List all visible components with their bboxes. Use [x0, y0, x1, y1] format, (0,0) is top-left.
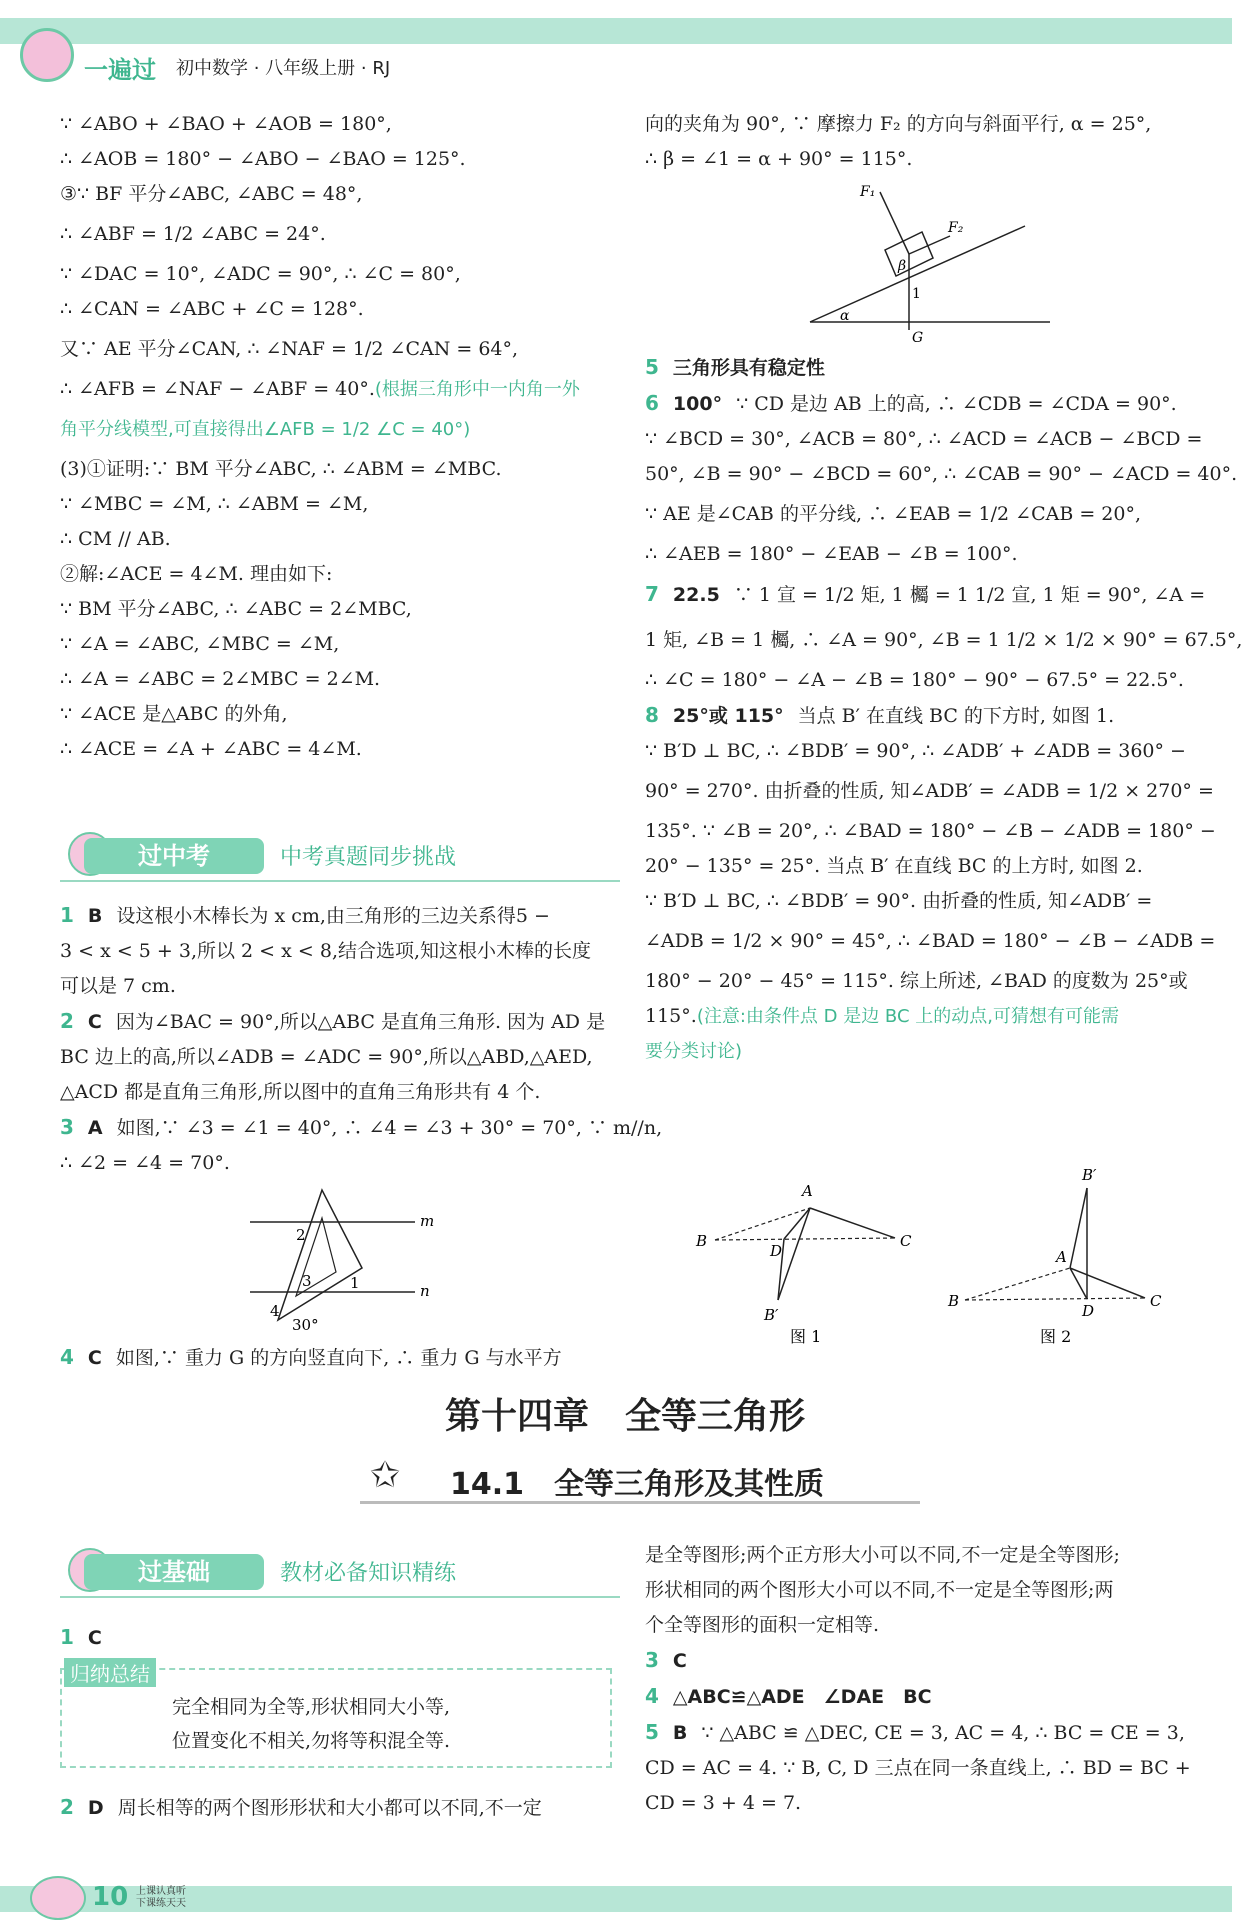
page-number: 10 [92, 1882, 129, 1912]
answer-line: 20° − 135° = 25°. 当点 B′ 在直线 BC 的上方时, 如图 2. [645, 855, 1143, 877]
answer-choice: D [87, 1797, 104, 1819]
question-number: 3 [645, 1648, 659, 1672]
text-line: ∴ ∠CAN = ∠ABC + ∠C = 128°. [60, 298, 364, 320]
text-line [60, 372, 625, 407]
hint-note: (根据三角形中一内角一外 [374, 379, 580, 400]
section-title: 14.1 全等三角形及其性质 [450, 1467, 825, 1502]
answer-text: ∵ 1 宣 = 1/2 矩, 1 欘 = 1 1/2 宣, 1 矩 = 90°, ∠A = [733, 584, 1206, 606]
text-line: ∵ ∠ABO + ∠BAO + ∠AOB = 180°, [60, 113, 392, 135]
text-line: ③∵ BF 平分∠ABC, ∠ABC = 48°, [60, 183, 363, 205]
brand-logo: 一遍过 [84, 56, 156, 84]
answer-line: ∵ AE 是∠CAB 的平分线, ∴ ∠EAB = 1/2 ∠CAB = 20°, [645, 503, 1142, 525]
section-banner-jichu [60, 1548, 625, 1598]
answer-line [645, 386, 1210, 422]
answer-choice: B [87, 905, 103, 927]
text-line: ∴ ∠AOB = 180° − ∠ABO − ∠BAO = 125°. [60, 148, 466, 170]
label-d: D [1082, 1302, 1095, 1320]
text-line: ②解:∠ACE = 4∠M. 理由如下: [60, 563, 333, 585]
mascot-icon [30, 1876, 86, 1920]
right-column [645, 107, 1210, 177]
text-line: ∵ ∠ACE 是△ABC 的外角, [60, 703, 288, 725]
label-c: C [1150, 1292, 1162, 1310]
seg-ad [1070, 1268, 1087, 1299]
banner-pill: 过中考 [84, 838, 264, 874]
mascot-icon [20, 28, 74, 82]
answer-line: CD = 3 + 4 = 7. [645, 1792, 802, 1814]
label-1: 1 [350, 1274, 360, 1292]
label-alpha: α [840, 308, 850, 324]
answer-line: ∵ ∠BCD = 30°, ∠ACB = 80°, ∴ ∠ACD = ∠ACB − ∠BCD = [645, 428, 1203, 450]
label-f2: F₂ [948, 220, 964, 236]
answer-line [60, 1620, 625, 1656]
question-number: 7 [645, 582, 659, 606]
right-answers [645, 350, 1243, 1069]
label-4: 4 [270, 1302, 280, 1320]
question-number: 4 [645, 1684, 659, 1708]
label-2: 2 [296, 1226, 306, 1244]
label-beta: β [898, 258, 907, 274]
figure-1-caption: 图 1 [790, 1327, 822, 1346]
answer-line [645, 698, 1210, 734]
answer-line: 90° = 270°. 由折叠的性质, 知∠ADB′ = ∠ADB = 1/2 × 270° = [645, 780, 1214, 802]
page-header [0, 18, 1232, 82]
answer-line: CD = AC = 4. ∵ B, C, D 三点在同一条直线上, ∴ BD = BC + [645, 1757, 1191, 1779]
question-number: 3 [60, 1115, 74, 1139]
banner-divider [60, 880, 620, 882]
answer-choice: C [87, 1347, 102, 1369]
label-d: D [770, 1242, 783, 1260]
answer-line: 3 < x < 5 + 3,所以 2 < x < 8,结合选项,知这根小木棒的长度 [60, 940, 592, 962]
section-underline [360, 1501, 920, 1504]
seg-ab-prime [1070, 1188, 1087, 1268]
answer-value: △ABC≌△ADE ∠DAE BC [672, 1686, 932, 1708]
answer-line: ∴ ∠C = 180° − ∠A − ∠B = 180° − 90° − 67.5° = 22.5°. [645, 669, 1184, 691]
question-number: 6 [645, 391, 659, 415]
figure-2 [947, 1166, 1162, 1346]
summary-label: 归纳总结 [64, 1658, 156, 1687]
answer-line [645, 1643, 1210, 1679]
answer-line: ∴ ∠2 = ∠4 = 70°. [60, 1152, 230, 1174]
answer-choice: C [672, 1650, 687, 1672]
figure-1 [695, 1182, 912, 1346]
answer-line: ∵ B′D ⊥ BC, ∴ ∠BDB′ = 90°. 由折叠的性质, 知∠ADB′ = [645, 890, 1153, 912]
label-a: A [1056, 1248, 1067, 1266]
answer-line: 1 矩, ∠B = 1 欘, ∴ ∠A = 90°, ∠B = 1 1/2 × 1/2 × 90° = 67.5°, [645, 629, 1243, 651]
chapter-title: 第十四章 全等三角形 [444, 1396, 805, 1437]
summary-box [60, 1662, 612, 1768]
zhongkao-answers [60, 898, 663, 1181]
text-line: ∴ ∠ABF = 1/2 ∠ABC = 24°. [60, 223, 326, 245]
book-title: 初中数学 · 八年级上册 · RJ [176, 58, 391, 79]
text-line: ∴ β = ∠1 = α + 90° = 115°. [645, 148, 913, 170]
label-b: B [696, 1232, 708, 1250]
answer-text: 如图,∵ ∠3 = ∠1 = 40°, ∴ ∠4 = ∠3 + 30° = 70°, ∵ m//n, [116, 1117, 663, 1139]
fold-figures [690, 1160, 1170, 1350]
text-line: ∵ ∠A = ∠ABC, ∠MBC = ∠M, [60, 633, 340, 655]
answer-line: 形状相同的两个图形大小可以不同,不一定是全等图形;两 [645, 1579, 1114, 1601]
star-icon: ✩ [370, 1455, 401, 1496]
text-line: ∵ ∠DAC = 10°, ∠ADC = 90°, ∴ ∠C = 80°, [60, 263, 461, 285]
answer-line: ∵ B′D ⊥ BC, ∴ ∠BDB′ = 90°, ∴ ∠ADB′ + ∠ADB = 360° − [645, 740, 1186, 762]
answer-value: 22.5 [672, 584, 720, 606]
summary-line: 完全相同为全等,形状相同大小等, [172, 1696, 451, 1718]
banner-pill: 过基础 [84, 1554, 264, 1590]
text-line: (3)①证明:∵ BM 平分∠ABC, ∴ ∠ABM = ∠MBC. [60, 458, 502, 480]
jichu-right [645, 1538, 1210, 1821]
answer-line: 135°. ∵ ∠B = 20°, ∴ ∠BAD = 180° − ∠B − ∠ADB = 180° − [645, 820, 1216, 842]
label-c: C [900, 1232, 912, 1250]
seg-bc [965, 1298, 1145, 1300]
answer-value: 25°或 115° [672, 705, 784, 727]
label-m: m [420, 1212, 435, 1230]
q4-answer [60, 1340, 625, 1376]
answer-choice: A [87, 1117, 103, 1139]
answer-line: △ACD 都是直角三角形,所以图中的直角三角形共有 4 个. [60, 1081, 541, 1103]
section-heading [360, 1455, 920, 1507]
left-column [60, 107, 625, 767]
answer-line [60, 1340, 625, 1376]
text-line: ∴ CM // AB. [60, 528, 171, 550]
answer-choice: C [87, 1627, 102, 1649]
question-number: 2 [60, 1009, 74, 1033]
question-number: 1 [60, 903, 74, 927]
answer-value: 100° [672, 393, 723, 415]
answer-line: 是全等图形;两个正方形大小可以不同,不一定是全等图形; [645, 1544, 1120, 1566]
question-number: 4 [60, 1345, 74, 1369]
answer-line [645, 1679, 1210, 1715]
label-b-prime: B′ [764, 1306, 779, 1324]
label-b-prime: B′ [1082, 1166, 1097, 1184]
jichu-q1 [60, 1620, 625, 1656]
answer-choice: B [672, 1722, 688, 1744]
answer-line [60, 1790, 625, 1826]
answer-text: ∵ CD 是边 AB 上的高, ∴ ∠CDB = ∠CDA = 90°. [736, 393, 1177, 415]
answer-text: 115°. [645, 1005, 697, 1027]
seg-bc [715, 1238, 895, 1240]
text-line: ∵ BM 平分∠ABC, ∴ ∠ABC = 2∠MBC, [60, 598, 412, 620]
label-3: 3 [302, 1272, 312, 1290]
answer-line [60, 1004, 625, 1040]
answer-line [60, 1110, 663, 1146]
text-line: ∵ ∠MBC = ∠M, ∴ ∠ABM = ∠M, [60, 493, 369, 515]
seg-ac [810, 1208, 895, 1238]
label-1: 1 [912, 286, 921, 302]
answer-line: 180° − 20° − 45° = 115°. 综上所述, ∠BAD 的度数为 25°或 [645, 970, 1188, 992]
text-line: 向的夹角为 90°, ∵ 摩擦力 F₂ 的方向与斜面平行, α = 25°, [645, 113, 1152, 135]
banner-subtitle: 中考真题同步挑战 [280, 845, 457, 870]
answer-line: BC 边上的高,所以∠ADB = ∠ADC = 90°,所以△ABD,△AED, [60, 1046, 593, 1068]
answer-line [645, 1715, 1210, 1751]
label-f1: F₁ [860, 184, 876, 200]
question-number: 5 [645, 1720, 659, 1744]
text-span: ∴ ∠AFB = ∠NAF − ∠ABF = 40°. [60, 378, 375, 400]
incline-force-figure [800, 180, 1060, 350]
answer-text: 三角形具有稳定性 [672, 357, 825, 379]
answer-line: 50°, ∠B = 90° − ∠BCD = 60°, ∴ ∠CAB = 90° − ∠ACD = 40°. [645, 463, 1238, 485]
question-number: 8 [645, 703, 659, 727]
figure-2-caption: 图 2 [1040, 1327, 1072, 1346]
summary-line: 位置变化不相关,勿将等积混全等. [172, 1730, 451, 1752]
answer-line [645, 999, 1210, 1034]
answer-text: ∵ △ABC ≌ △DEC, CE = 3, AC = 4, ∴ BC = CE = 3, [701, 1722, 1185, 1744]
set-square-outer [278, 1190, 362, 1320]
label-30deg: 30° [292, 1316, 319, 1334]
banner-divider [60, 1596, 620, 1598]
page-footer [0, 1876, 1232, 1917]
banner-subtitle: 教材必备知识精练 [280, 1561, 457, 1586]
text-line: ∴ ∠A = ∠ABC = 2∠MBC = 2∠M. [60, 668, 381, 690]
question-number: 1 [60, 1625, 74, 1649]
hint-note: (注意:由条件点 D 是边 BC 上的动点,可猜想有可能需 [696, 1006, 1119, 1027]
footer-slogan [136, 1886, 186, 1910]
text-line: ∴ ∠ACE = ∠A + ∠ABC = 4∠M. [60, 738, 362, 760]
slogan-line: 上课认真听 [136, 1886, 186, 1897]
answer-line [60, 898, 625, 934]
question-number: 5 [645, 355, 659, 379]
answer-choice: C [87, 1011, 102, 1033]
label-a: A [802, 1182, 813, 1200]
hint-note-cont: 要分类讨论) [645, 1041, 743, 1062]
parallel-lines-figure [240, 1180, 460, 1340]
label-n: n [420, 1282, 430, 1300]
label-g: G [912, 330, 924, 346]
jichu-q2 [60, 1790, 625, 1826]
answer-text: 当点 B′ 在直线 BC 的下方时, 如图 1. [797, 705, 1115, 727]
answer-text: 设这根小木棒长为 x cm,由三角形的三边关系得5 − [116, 905, 550, 927]
answer-line [645, 572, 1210, 618]
answer-text: 如图,∵ 重力 G 的方向竖直向下, ∴ 重力 G 与水平方 [115, 1347, 562, 1369]
section-banner-zhongkao [60, 832, 625, 882]
answer-line: 个全等图形的面积一定相等. [645, 1614, 880, 1636]
answer-line: ∴ ∠AEB = 180° − ∠EAB − ∠B = 100°. [645, 543, 1018, 565]
seg-ac [1070, 1268, 1145, 1298]
answer-text: 因为∠BAC = 90°,所以△ABC 是直角三角形. 因为 AD 是 [115, 1011, 606, 1033]
answer-text: 周长相等的两个图形形状和大小都可以不同,不一定 [117, 1797, 542, 1819]
question-number: 2 [60, 1795, 74, 1819]
answer-line: 可以是 7 cm. [60, 975, 176, 997]
answer-line: ∠ADB = 1/2 × 90° = 45°, ∴ ∠BAD = 180° − ∠B − ∠ADB = [645, 930, 1216, 952]
header-band [0, 18, 1232, 44]
text-line: 又∵ AE 平分∠CAN, ∴ ∠NAF = 1/2 ∠CAN = 64°, [60, 338, 519, 360]
hint-note-cont: 角平分线模型,可直接得出∠AFB = 1/2 ∠C = 40°) [60, 419, 471, 440]
seg-ba [965, 1268, 1070, 1300]
slogan-line: 下课练天天 [136, 1898, 186, 1909]
label-b: B [948, 1292, 960, 1310]
answer-line [645, 350, 1210, 386]
